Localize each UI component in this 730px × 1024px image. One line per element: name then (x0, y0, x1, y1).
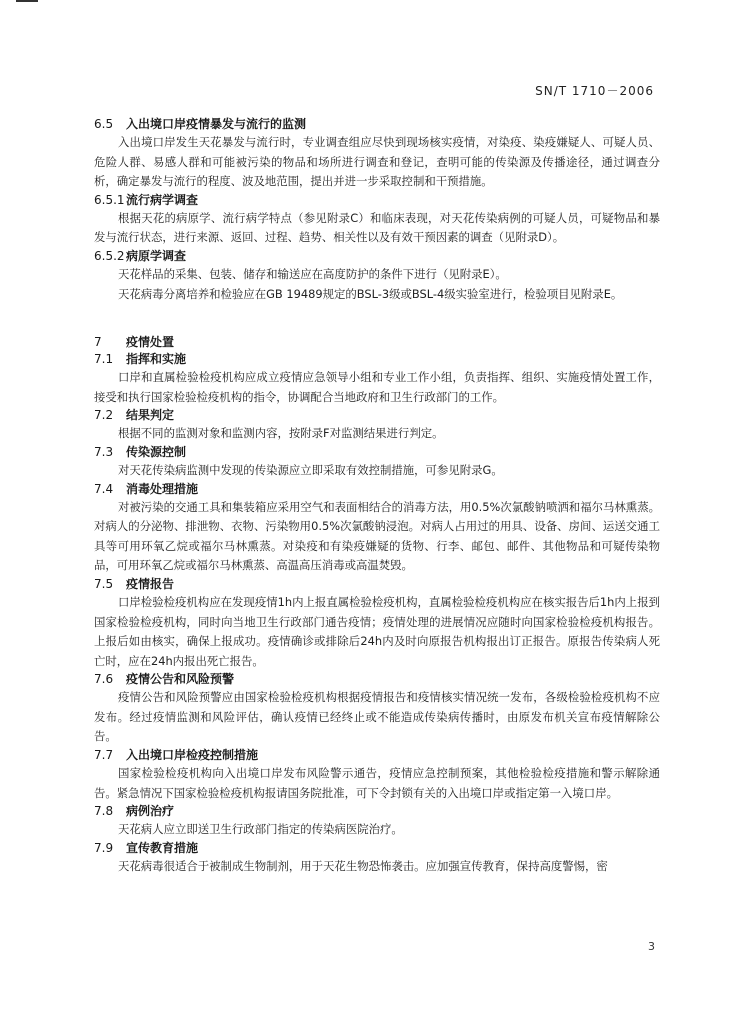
paragraph: 对天花传染病监测中发现的传染源应立即采取有效控制措施，可参见附录G。 (118, 462, 503, 477)
paragraph: 对被污染的交通工具和集装箱应采用空气和表面相结合的消毒方法，用0.5%次氯酸钠喷洒和福尔马林熏蒸。对病人的分泌物、排泄物、衣物、污染物用0.5%次氯酸钠浸泡。对病人占用过的用具、设备、房间、运送交通工具等可用环氧乙烷或福尔马林熏蒸。对染疫和有染疫嫌疑的货物、行李、邮包、邮件、其他物品和可疑传染物品，可用环氧乙烷或福尔马林熏蒸、高温高压消毒或高温焚毁。 (94, 499, 660, 573)
section-heading-7-2: 7.2 结果判定 (94, 408, 175, 423)
page-number: 3 (648, 940, 655, 953)
section-heading-6-5-2: 6.5.2病原学调查 (94, 248, 187, 263)
paragraph: 根据天花的病原学、流行病学特点（参见附录C）和临床表现，对天花传染病例的可疑人员，可疑物品和暴发与流行状态，进行来源、返回、过程、趋势、相关性以及有效干预因素的调查（见附录D）。 (94, 210, 660, 245)
section-heading-7-6: 7.6 疫情公告和风险预警 (94, 672, 235, 687)
paragraph: 口岸和直属检验检疫机构应成立疫情应急领导小组和专业工作小组，负责指挥、组织、实施疫情处置工作，接受和执行国家检验检疫机构的指令，协调配合当地政府和卫生行政部门的工作。 (94, 370, 660, 404)
section-heading-6-5-1: 6.5.1流行病学调查 (94, 192, 199, 207)
paragraph: 天花病毒分离培养和检验应在GB 19489规定的BSL-3级或BSL-4级实验室进行，检验项目见附录E。 (118, 286, 623, 301)
section-heading-7-8: 7.8 病例治疗 (94, 804, 175, 819)
section-heading-7: 7 疫情处置 (94, 335, 175, 350)
section-heading-7-4: 7.4 消毒处理措施 (94, 481, 199, 496)
document-body (94, 116, 660, 876)
document-number: SN/T 1710－2006 (535, 84, 654, 98)
paragraph: 天花样品的采集、包装、储存和输送应在高度防护的条件下进行（见附录E）。 (118, 266, 507, 281)
paragraph: 根据不同的监测对象和监测内容，按附录F对监测结果进行判定。 (118, 426, 444, 441)
section-heading-7-5: 7.5 疫情报告 (94, 576, 175, 591)
paragraph: 天花病毒很适合于被制成生物制剂，用于天花生物恐怖袭击。应加强宣传教育，保持高度警惕，密 (118, 858, 608, 873)
paragraph: 疫情公告和风险预警应由国家检验检疫机构根据疫情报告和疫情核实情况统一发布，各级检验检疫机构不应发布。经过疫情监测和风险评估，确认疫情已经终止或不能造成传染病传播时，由原发布机关宣布疫情解除公告。 (94, 690, 660, 744)
paragraph: 国家检验检疫机构向入出境口岸发布风险警示通告，疫情应急控制预案，其他检验检疫措施和警示解除通告。紧急情况下国家检验检疫机构报请国务院批准，可下令封锁有关的入出境口岸或指定第一入境口岸。 (94, 766, 660, 800)
section-heading-7-3: 7.3 传染源控制 (94, 444, 187, 459)
paragraph: 口岸检验检疫机构应在发现疫情1h内上报直属检验检疫机构，直属检验检疫机构应在核实报告后1h内上报到国家检验检疫机构，同时向当地卫生行政部门通告疫情；疫情处理的进展情况应随时向国家检验检疫机构报告。上报后如由核实，确保上报成功。疫情确诊或排除后24h内及时向原报告机构报出订正报告。原报告传染病人死亡时，应在24h内报出死亡报告。 (94, 594, 660, 668)
section-heading-7-1: 7.1 指挥和实施 (94, 352, 187, 367)
scan-edge-mark (16, 0, 38, 2)
paragraph: 天花病人应立即送卫生行政部门指定的传染病医院治疗。 (118, 822, 403, 837)
section-heading-7-9: 7.9 宣传教育措施 (94, 840, 199, 855)
section-heading-7-7: 7.7 入出境口岸检疫控制措施 (94, 748, 259, 763)
paragraph: 入出境口岸发生天花暴发与流行时，专业调查组应尽快到现场核实疫情，对染疫、染疫嫌疑人、可疑人员、危险人群、易感人群和可能被污染的物品和场所进行调查和登记，查明可能的传染源及传播途径，通过调查分析，确定暴发与流行的程度、波及地范围，提出并进一步采取控制和干预措施。 (94, 135, 660, 189)
section-heading-6-5: 6.5 入出境口岸疫情暴发与流行的监测 (94, 117, 307, 131)
